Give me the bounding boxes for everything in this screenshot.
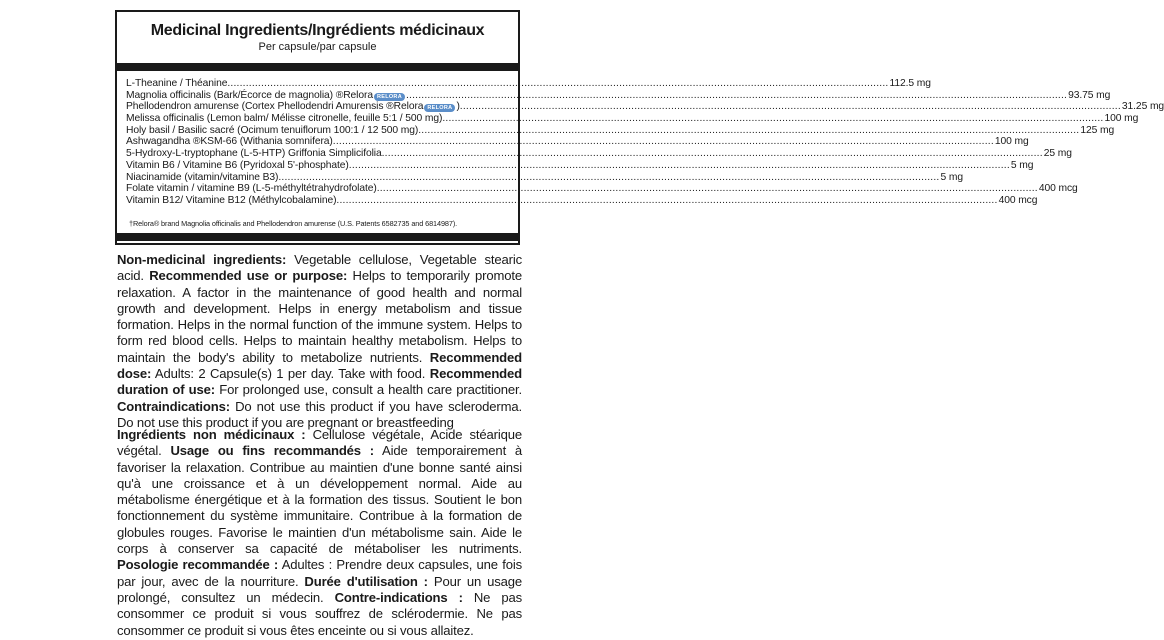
nonmed-label: Non-medicinal ingredients: [117, 252, 287, 267]
ingredient-name: Vitamin B6 / Vitamine B6 (Pyridoxal 5'-phosphate) [126, 159, 349, 171]
ingredient-name: 5-Hydroxy-L-tryptophane (L-5-HTP) Griffonia Simplicifolia [126, 148, 382, 160]
dose-text: Adults: 2 Capsule(s) 1 per day. Take with food. [151, 366, 430, 382]
leader-dots [278, 172, 939, 184]
ingredient-amount: 400 mcg [1038, 183, 1078, 195]
leader-dots [460, 101, 1121, 113]
ingredient-amount: 100 mg [1104, 113, 1139, 125]
duration-label: Recommended duration of use: [117, 366, 522, 398]
ingredient-row [126, 136, 1029, 148]
ingredient-row [126, 148, 1072, 160]
leader-dots [349, 160, 1010, 172]
ingredient-amount: 93.75 mg [1068, 89, 1111, 101]
contraindications-text-fr: Ne pas consommer ce produit si vous souffrez de sclérodermie. Ne pas consommer ce produit si vous êtes enceinte ou si vous allaitez. [117, 589, 522, 638]
ingredient-row [126, 183, 1078, 195]
ingredient-row [126, 194, 1038, 207]
medicinal-ingredients-panel [115, 10, 1164, 245]
ingredient-amount: 400 mcg [998, 194, 1038, 206]
leader-dots [406, 90, 1067, 102]
dose-label-fr: Posologie recommandée : [117, 557, 279, 573]
ingredient-name: Vitamin B12/ Vitamine B12 (Méthylcobalamine) [126, 194, 337, 206]
duration-label-fr: Durée d'utilisation : [304, 573, 428, 589]
divider-top [117, 63, 518, 71]
relora-logo: RELORA [424, 104, 455, 112]
relora-logo: RELORA [374, 93, 405, 101]
ingredient-amount: 100 mg [994, 136, 1029, 148]
ingredient-row [126, 159, 1034, 172]
duration-text-fr: Pour un usage prolongé, consultez un médecin. [117, 573, 523, 605]
use-text: Helps to temporarily promote relaxation. A factor in the maintenance of good health and normal growth and development. Helps in energy metabolism and tissue formation. Helps in the normal function of the immune system. Helps to form red blood cells. Helps to maintain healthy metabolism. Helps to maintain the body's ability to metabolize nutrients. [117, 268, 522, 365]
nonmed-label-fr: Ingrédients non médicinaux : [117, 427, 306, 442]
leader-dots [442, 113, 1103, 125]
french-label-text [117, 427, 522, 639]
leader-dots [418, 125, 1079, 137]
divider-bottom [117, 233, 518, 241]
ingredient-name: Melissa officinalis (Lemon balm/ Mélisse citronelle, feuille 5:1 / 500 mg) [126, 113, 443, 125]
ingredient-amount: 25 mg [1043, 148, 1072, 160]
ingredient-name: Phellodendron amurense (Cortex Phellodendri Amurensis ®Relora [126, 101, 424, 113]
nonmed-text: Vegetable cellulose, Vegetable stearic acid. [117, 252, 522, 284]
dose-label: Recommended dose: [117, 349, 522, 382]
use-text-fr: Aide temporairement à favoriser la relaxation. Contribue au maintien d'une bonne santé ainsi qu'à une croissance et à un développement normal. Aide au métabolisme énergétique et à la formation des tissus. Soutient le bon fonctionnement du système immunitaire. Contribue à la formation de globules rouges. Favorise le maintien d'un métabolisme sain. Aide le corps à conserver sa capacité de métaboliser les nutriments. [117, 443, 522, 557]
ingredient-amount: 5 mg [940, 171, 963, 183]
ingredient-name: Niacinamide (vitamin/vitamine B3) [126, 171, 279, 183]
ingredient-amount: 112.5 mg [889, 78, 931, 89]
english-label-text [117, 252, 522, 431]
ingredient-row [126, 124, 1115, 137]
contraindications-label: Contraindications: [117, 398, 230, 414]
leader-dots [382, 148, 1043, 160]
ingredient-name: Holy basil / Basilic sacré (Ocimum tenuiflorum 100:1 / 12 500 mg) [126, 124, 419, 136]
leader-dots [377, 183, 1038, 195]
ingredient-amount: 125 mg [1080, 124, 1115, 136]
contraindications-label-fr: Contre-indications : [334, 589, 463, 605]
footnote: †Relora® brand Magnolia officinalis and Phellodendron amurense (U.S. Patents 6582735 and 6814987). [129, 219, 458, 228]
ingredient-name: L-Theanine / Théanine [126, 78, 228, 89]
leader-dots [336, 195, 997, 207]
ingredient-list [126, 78, 1164, 207]
ingredient-amount: 31.25 mg [1121, 101, 1164, 113]
ingredient-name: Folate vitamin / vitamine B9 (L-5-méthyltétrahydrofolate) [126, 183, 377, 195]
panel-title: Medicinal Ingredients/Ingrédients médicinaux [150, 22, 485, 39]
ingredient-amount: 5 mg [1010, 159, 1034, 171]
duration-text: For prolonged use, consult a health care practitioner. [215, 382, 523, 398]
ingredient-name: Ashwagandha ®KSM-66 (Withania somnifera) [126, 136, 333, 148]
leader-dots [227, 78, 888, 90]
leader-dots [333, 136, 994, 148]
dose-text-fr: Adultes : Prendre deux capsules, une fois par jour, avec de la nourriture. [117, 557, 522, 589]
use-label: Recommended use or purpose: [149, 268, 348, 284]
panel-subtitle: Per capsule/par capsule [258, 41, 377, 53]
use-label-fr: Usage ou fins recommandés : [170, 443, 374, 459]
ingredient-suffix: ) [456, 101, 460, 113]
ingredient-row [126, 113, 1139, 125]
ingredient-row [126, 101, 1164, 113]
ingredient-name: Magnolia officinalis (Bark/Écorce de magnolia) ®Relora [126, 89, 373, 101]
ingredient-row [126, 78, 931, 90]
nonmed-text-fr: Cellulose végétale, Acide stéarique végétal. [117, 427, 522, 459]
contraindications-text: Do not use this product if you have scleroderma. Do not use this product if you are pregnant or breastfeeding [117, 398, 522, 430]
ingredient-row [126, 171, 963, 184]
ingredient-row [126, 89, 1111, 102]
